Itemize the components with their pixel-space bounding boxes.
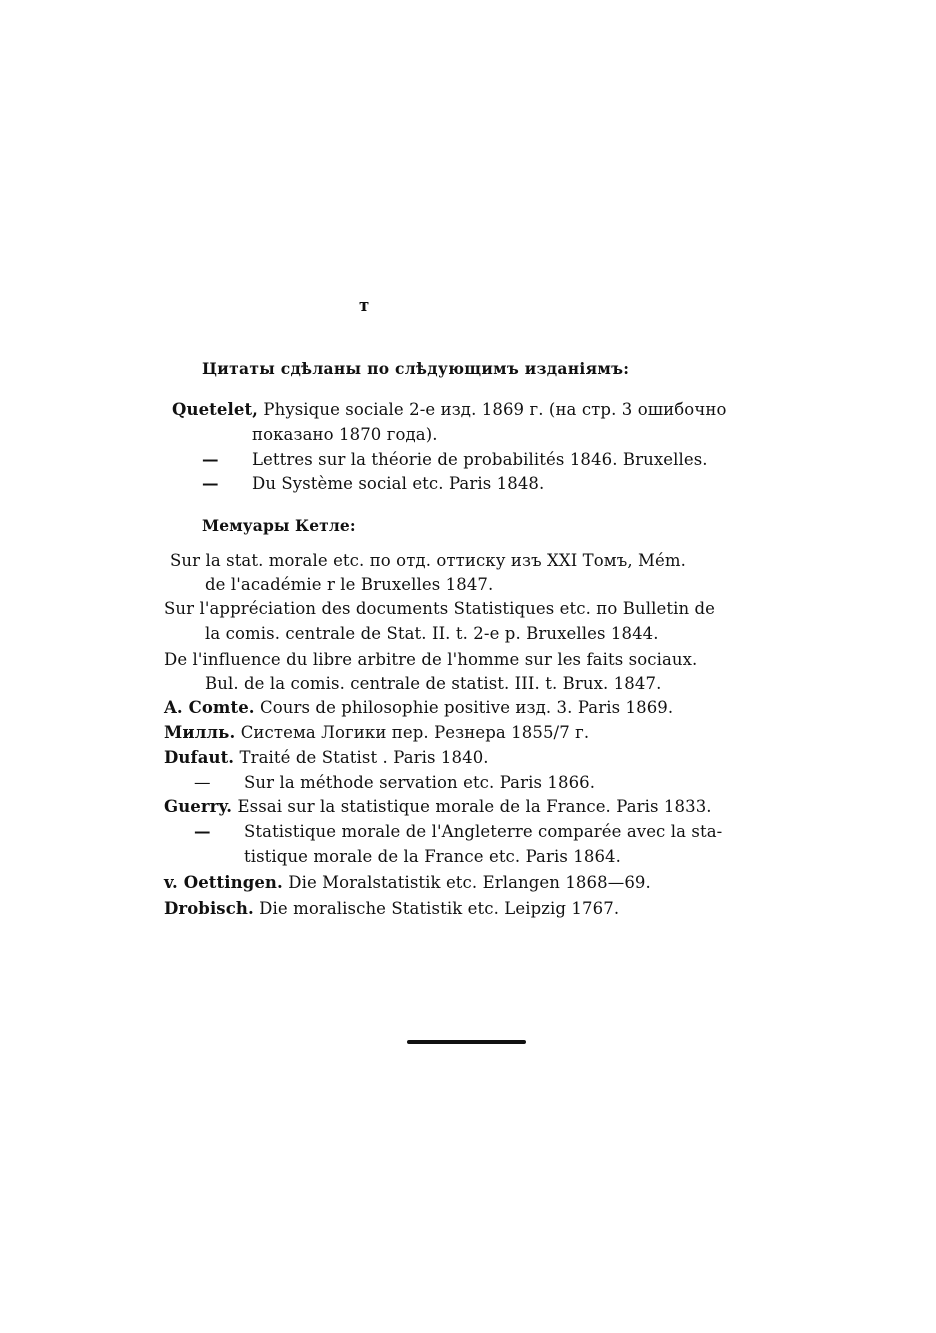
- memoir-line: de l'académie r le Bruxelles 1847.: [205, 575, 494, 594]
- author-drobisch: Drobisch.: [164, 899, 254, 918]
- oettingen-entry: [164, 872, 651, 894]
- quetelet-entry: [172, 399, 727, 421]
- dufaut-methode: Sur la méthode servation etc. Paris 1866.: [244, 773, 596, 792]
- mill-entry: [164, 722, 589, 744]
- quetelet-title: Physique sociale 2-е изд. 1869 г. (на стр. 3 ошибочно: [263, 400, 727, 419]
- dash-marker: —: [194, 822, 211, 841]
- quetelet-title-cont: показано 1870 года).: [252, 425, 438, 444]
- quetelet-systeme: Du Système social etc. Paris 1848.: [252, 474, 545, 493]
- memoir-line: Bul. de la comis. centrale de statist. III. t. Brux. 1847.: [205, 674, 662, 693]
- guerry-angleterre: Statistique morale de l'Angleterre comparée avec la sta-: [244, 822, 723, 841]
- dash-marker: —: [202, 474, 219, 493]
- mill-text: Система Логики пер. Резнера 1855/7 г.: [240, 723, 590, 742]
- author-oettingen: v. Oettingen.: [164, 873, 283, 892]
- page-mark: т: [359, 296, 370, 315]
- dufaut-entry: [164, 747, 489, 769]
- dash-marker: —: [202, 450, 219, 469]
- memoir-line: la comis. centrale de Stat. II. t. 2-е p. Bruxelles 1844.: [205, 624, 659, 643]
- memoir-line: De l'influence du libre arbitre de l'homme sur les faits sociaux.: [164, 650, 698, 669]
- citations-heading: Цитаты сдѣланы по слѣдующимъ изданіямъ:: [202, 359, 630, 378]
- memoir-line: Sur l'appréciation des documents Statistiques etc. по Bulletin de: [164, 599, 716, 618]
- dash-marker: —: [194, 773, 211, 792]
- author-mill: Милль.: [164, 723, 236, 742]
- author-quetelet: Quetelet,: [172, 400, 259, 419]
- quetelet-lettres: Lettres sur la théorie de probabilités 1846. Bruxelles.: [252, 450, 708, 469]
- author-dufaut: Dufaut.: [164, 748, 235, 767]
- dufaut-text: Traité de Statist . Paris 1840.: [239, 748, 489, 767]
- author-comte: A. Comte.: [164, 698, 255, 717]
- drobisch-entry: [164, 898, 619, 920]
- author-guerry: Guerry.: [164, 797, 233, 816]
- memoir-line: Sur la stat. morale etc. по отд. оттиску изъ XXI Томъ, Mém.: [170, 551, 686, 570]
- oettingen-text: Die Moralstatistik etc. Erlangen 1868—69.: [288, 873, 651, 892]
- drobisch-text: Die moralische Statistik etc. Leipzig 1767.: [259, 899, 620, 918]
- end-rule: [407, 1040, 526, 1044]
- memoirs-heading: Мемуары Кетле:: [202, 516, 356, 535]
- guerry-angleterre-cont: tistique morale de la France etc. Paris 1864.: [244, 847, 621, 866]
- comte-entry: [164, 697, 673, 719]
- guerry-text: Essai sur la statistique morale de la France. Paris 1833.: [237, 797, 712, 816]
- guerry-entry: [164, 796, 712, 818]
- comte-text: Cours de philosophie positive изд. 3. Paris 1869.: [260, 698, 674, 717]
